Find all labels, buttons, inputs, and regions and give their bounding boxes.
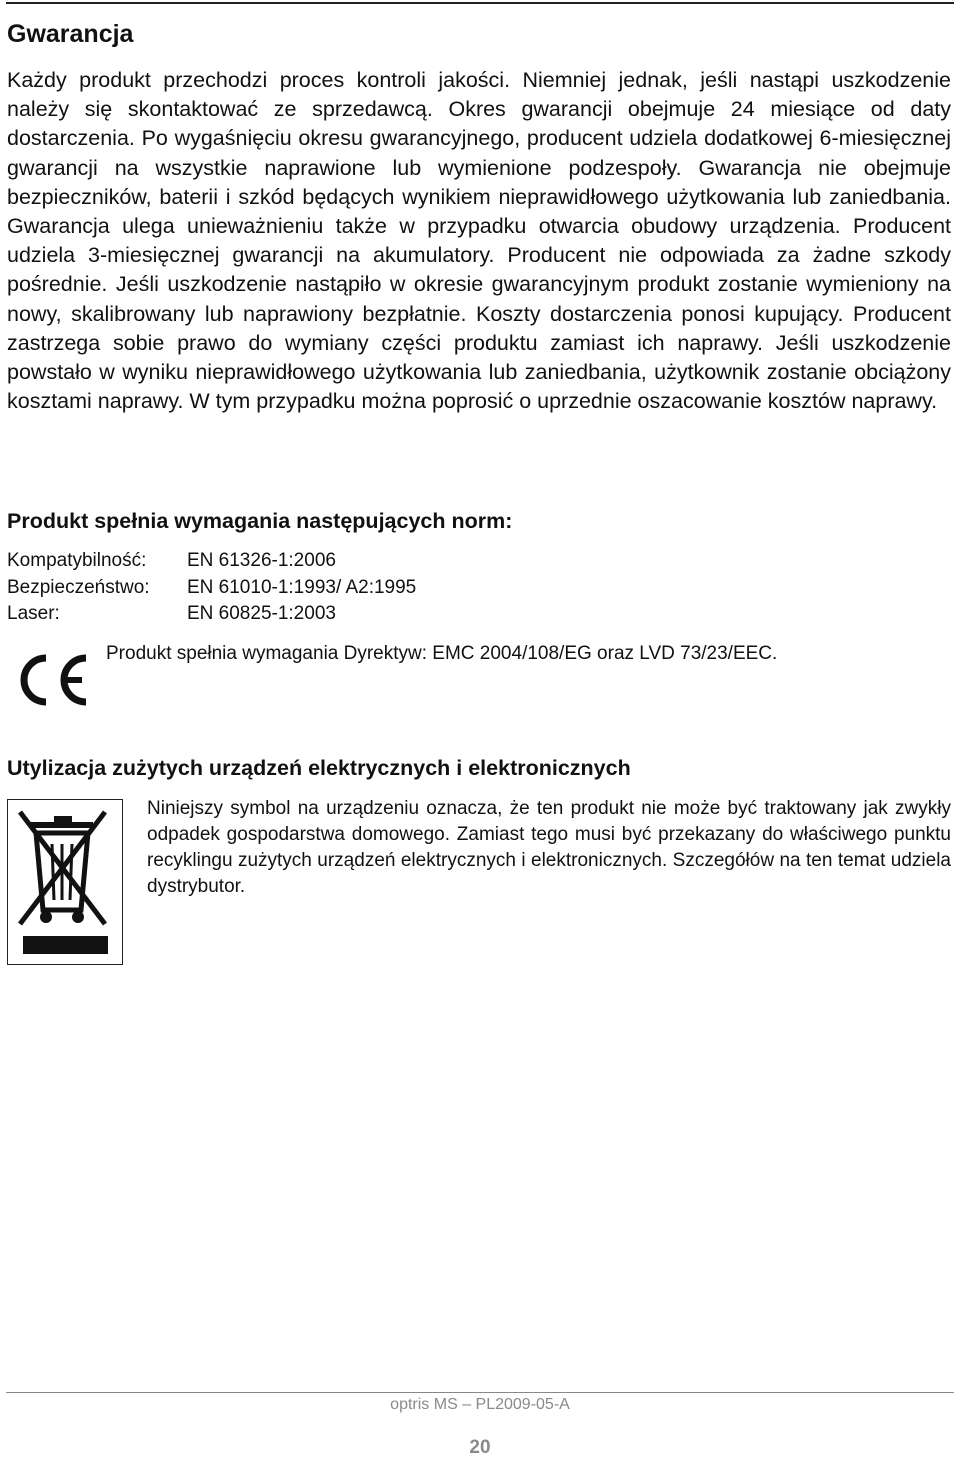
- norm-value: EN 60825-1:2003: [187, 603, 336, 624]
- norm-value: EN 61010-1:1993/ A2:1995: [187, 576, 417, 598]
- footer-rule: [6, 1392, 954, 1393]
- directive-statement: Produkt spełnia wymagania Dyrektyw: EMC 2004/108/EG oraz LVD 73/23/EEC.: [106, 643, 778, 664]
- disposal-text: Niniejszy symbol na urządzeniu oznacza, że ten produkt nie może być traktowany jak zwykły odpadek gospodarstwa domowego. Zamiast tego musi być przekazany do właściwego punktu recyklingu zużytych urządzeń elektrycznych i elektronicznych. Szczegółów na ten temat udziela dystrybutor.: [147, 798, 951, 897]
- page-number: 20: [469, 1437, 491, 1458]
- norms-heading: Produkt spełnia wymagania następujących norm:: [7, 509, 513, 533]
- norms-list: [7, 548, 416, 628]
- footer-document-id: optris MS – PL2009-05-A: [390, 1396, 570, 1413]
- warranty-heading: Gwarancja: [7, 20, 134, 48]
- norm-label: Laser:: [7, 603, 60, 624]
- warranty-text: Każdy produkt przechodzi proces kontroli jakości. Niemniej jednak, jeśli nastąpi uszkodzenie należy się skontaktować ze sprzedawcą. Okres gwarancji obejmuje 24 miesiące od daty dostarczenia. Po wygaśnięciu okresu gwarancyjnego, producent udziela dodatkowej 6-miesięcznej gwarancji na wszystkie naprawione lub wymienione podzespoły. Gwarancja nie obejmuje bezpieczników, baterii i szkód będących wynikiem nieprawidłowego użytkowania lub zaniedbania. Gwarancja ulega unieważnieniu także w przypadku otwarcia obudowy urządzenia. Producent udziela 3-miesięcznej gwarancji na akumulatory. Producent nie odpowiada za żadne szkody pośrednie. Jeśli uszkodzenie nastąpiło w okresie gwarancyjnym produkt zostanie wymieniony na nowy, skalibrowany lub naprawiony bezpłatnie. Koszty dostarczenia ponosi kupujący. Producent zastrzega sobie prawo do wymiany części produktu zamiast ich naprawy. Jeśli uszkodzenie powstało w wyniku nieprawidłowego użytkowania lub zaniedbania, użytkownik zostanie obciążony kosztami naprawy. W tym przypadku można poprosić o uprzednie oszacowanie kosztów naprawy.: [7, 68, 951, 414]
- norm-label: Kompatybilność:: [7, 550, 147, 571]
- norm-label: Bezpieczeństwo:: [7, 576, 150, 598]
- norm-value: EN 61326-1:2006: [187, 550, 336, 571]
- norm-row-safety: [7, 575, 416, 602]
- ce-mark-icon: [14, 652, 90, 708]
- crossed-out-wheelie-bin-icon: [7, 799, 123, 965]
- disposal-heading: Utylizacja zużytych urządzeń elektrycznych i elektronicznych: [7, 756, 631, 780]
- norm-row-compatibility: [7, 548, 416, 575]
- top-rule: [6, 2, 954, 4]
- norm-row-laser: [7, 601, 416, 628]
